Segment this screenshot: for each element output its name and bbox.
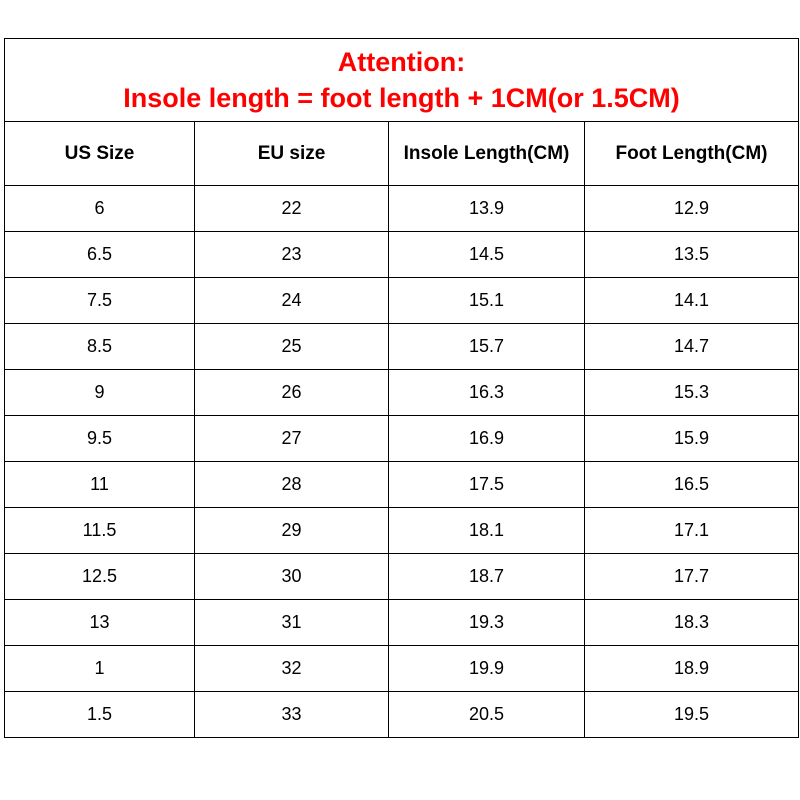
cell-eu-size: 25 xyxy=(195,324,389,370)
cell-eu-size: 29 xyxy=(195,508,389,554)
cell-us-size: 8.5 xyxy=(5,324,195,370)
cell-foot-length: 14.7 xyxy=(585,324,799,370)
table-row xyxy=(5,186,799,232)
cell-foot-length: 19.5 xyxy=(585,692,799,738)
cell-foot-length: 18.9 xyxy=(585,646,799,692)
cell-us-size: 11 xyxy=(5,462,195,508)
column-header-foot-length: Foot Length(CM) xyxy=(585,122,799,186)
cell-us-size: 11.5 xyxy=(5,508,195,554)
cell-insole-length: 15.7 xyxy=(389,324,585,370)
table-row xyxy=(5,554,799,600)
attention-title xyxy=(5,39,799,122)
table-row xyxy=(5,600,799,646)
cell-foot-length: 17.1 xyxy=(585,508,799,554)
column-header-row xyxy=(5,122,799,186)
cell-insole-length: 15.1 xyxy=(389,278,585,324)
table-row xyxy=(5,416,799,462)
cell-eu-size: 28 xyxy=(195,462,389,508)
title-row xyxy=(5,39,799,122)
cell-foot-length: 13.5 xyxy=(585,232,799,278)
table-row xyxy=(5,462,799,508)
cell-us-size: 9.5 xyxy=(5,416,195,462)
cell-insole-length: 14.5 xyxy=(389,232,585,278)
table-row xyxy=(5,508,799,554)
cell-us-size: 6 xyxy=(5,186,195,232)
table-row xyxy=(5,692,799,738)
cell-eu-size: 33 xyxy=(195,692,389,738)
cell-foot-length: 15.9 xyxy=(585,416,799,462)
cell-foot-length: 16.5 xyxy=(585,462,799,508)
cell-eu-size: 32 xyxy=(195,646,389,692)
column-header-eu-size: EU size xyxy=(195,122,389,186)
cell-eu-size: 23 xyxy=(195,232,389,278)
table-row xyxy=(5,232,799,278)
cell-foot-length: 12.9 xyxy=(585,186,799,232)
cell-insole-length: 19.3 xyxy=(389,600,585,646)
cell-insole-length: 13.9 xyxy=(389,186,585,232)
size-chart-table xyxy=(4,38,799,738)
cell-foot-length: 18.3 xyxy=(585,600,799,646)
cell-us-size: 1 xyxy=(5,646,195,692)
cell-insole-length: 20.5 xyxy=(389,692,585,738)
cell-insole-length: 18.1 xyxy=(389,508,585,554)
column-header-insole-length: Insole Length(CM) xyxy=(389,122,585,186)
cell-eu-size: 31 xyxy=(195,600,389,646)
cell-insole-length: 18.7 xyxy=(389,554,585,600)
table-row xyxy=(5,324,799,370)
cell-foot-length: 15.3 xyxy=(585,370,799,416)
cell-us-size: 1.5 xyxy=(5,692,195,738)
cell-eu-size: 22 xyxy=(195,186,389,232)
cell-eu-size: 30 xyxy=(195,554,389,600)
cell-us-size: 12.5 xyxy=(5,554,195,600)
cell-us-size: 13 xyxy=(5,600,195,646)
cell-insole-length: 16.3 xyxy=(389,370,585,416)
attention-formula: Insole length = foot length + 1CM(or 1.5CM) xyxy=(123,83,680,113)
column-header-us-size: US Size xyxy=(5,122,195,186)
cell-insole-length: 17.5 xyxy=(389,462,585,508)
cell-foot-length: 14.1 xyxy=(585,278,799,324)
table-row xyxy=(5,278,799,324)
attention-heading: Attention: xyxy=(337,47,466,77)
cell-eu-size: 27 xyxy=(195,416,389,462)
cell-eu-size: 24 xyxy=(195,278,389,324)
cell-eu-size: 26 xyxy=(195,370,389,416)
cell-insole-length: 19.9 xyxy=(389,646,585,692)
cell-us-size: 7.5 xyxy=(5,278,195,324)
cell-us-size: 6.5 xyxy=(5,232,195,278)
table-row xyxy=(5,370,799,416)
cell-us-size: 9 xyxy=(5,370,195,416)
cell-foot-length: 17.7 xyxy=(585,554,799,600)
table-row xyxy=(5,646,799,692)
cell-insole-length: 16.9 xyxy=(389,416,585,462)
